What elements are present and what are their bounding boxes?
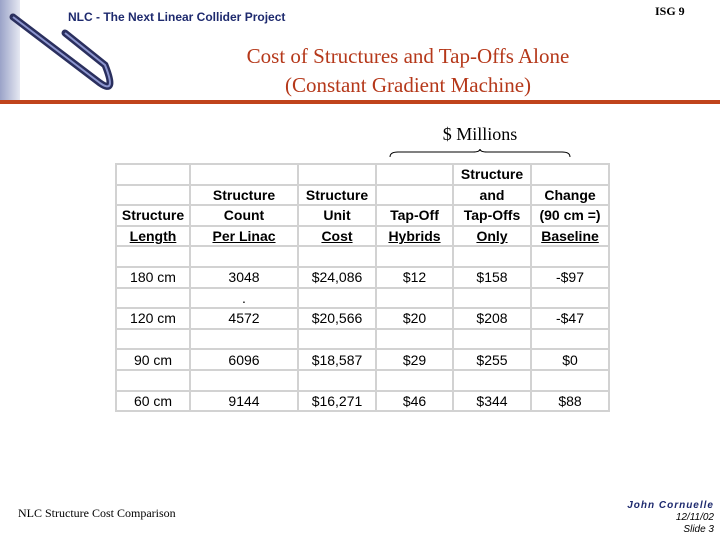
table-cell [531,246,609,267]
header-divider [0,100,720,104]
table-cell: Cost [298,226,376,247]
table-cell: Hybrids [376,226,453,247]
table-cell [298,288,376,309]
table-cell [531,164,609,185]
table-cell: 6096 [190,349,298,370]
table-cell: 3048 [190,267,298,288]
table-cell [531,370,609,391]
table-cell: $344 [453,391,531,412]
table-cell: $208 [453,308,531,329]
header-row [116,226,609,247]
table-cell: Per Linac [190,226,298,247]
table-row [116,288,609,309]
slide-title [150,42,666,100]
table-cell: and [453,185,531,206]
table-cell: (90 cm =) [531,205,609,226]
header-row [116,185,609,206]
table-cell [376,246,453,267]
table-cell [298,329,376,350]
title-line-1: Cost of Structures and Tap-Offs Alone [246,44,570,68]
table-cell: $255 [453,349,531,370]
table-cell: $46 [376,391,453,412]
date: 12/11/02 [675,512,714,523]
table-cell: $88 [531,391,609,412]
table-cell [116,185,190,206]
footer-title: NLC Structure Cost Comparison [18,506,176,520]
table-cell [298,246,376,267]
table-cell: Tap-Offs [453,205,531,226]
table-cell: Structure [298,185,376,206]
header-row [116,164,609,185]
table-cell [453,246,531,267]
table-cell: 4572 [190,308,298,329]
table-cell [116,329,190,350]
table-cell [116,164,190,185]
table-cell: $24,086 [298,267,376,288]
table-cell: 120 cm [116,308,190,329]
table-row [116,370,609,391]
table-cell [376,288,453,309]
table-cell: $12 [376,267,453,288]
author-block [627,500,714,536]
table-cell [116,370,190,391]
table-row [116,308,609,329]
table-cell [190,329,298,350]
table-cell [298,370,376,391]
table-row [116,391,609,412]
table-cell: Baseline [531,226,609,247]
author-name: John Cornuelle [627,500,714,511]
table-cell [116,288,190,309]
project-name: NLC - The Next Linear Collider Project [68,10,286,24]
table-row [116,329,609,350]
table-cell: Structure [116,205,190,226]
table-cell [376,370,453,391]
units-label: $ Millions [442,124,518,144]
table-cell [531,288,609,309]
table-cell: Only [453,226,531,247]
table-cell: $20 [376,308,453,329]
table-cell [298,164,376,185]
table-cell: $18,587 [298,349,376,370]
table-cell: 180 cm [116,267,190,288]
table-cell [190,246,298,267]
table-row [116,267,609,288]
title-line-2: (Constant Gradient Machine) [284,73,532,97]
slide-number: Slide 3 [683,524,714,535]
table-cell: Tap-Off [376,205,453,226]
table-cell [190,164,298,185]
slide-tag: ISG 9 [655,4,685,18]
table-cell: -$97 [531,267,609,288]
table-cell: Count [190,205,298,226]
brace-icon [388,148,573,160]
table-cell: Structure [453,164,531,185]
table-cell [453,288,531,309]
table-cell: 90 cm [116,349,190,370]
table-cell [453,370,531,391]
table-cell [116,246,190,267]
table-cell: Length [116,226,190,247]
table-cell: $20,566 [298,308,376,329]
table-cell: $0 [531,349,609,370]
table-row [116,246,609,267]
table-cell: -$47 [531,308,609,329]
table-cell: Change [531,185,609,206]
table-cell: $16,271 [298,391,376,412]
table-cell [453,329,531,350]
table-cell [190,370,298,391]
table-cell: $158 [453,267,531,288]
table-cell [376,164,453,185]
table-cell: Unit [298,205,376,226]
header-row [116,205,609,226]
table-cell: . [190,288,298,309]
table-cell: $29 [376,349,453,370]
table-cell [531,329,609,350]
table-row [116,349,609,370]
table-cell [376,329,453,350]
table-cell [376,185,453,206]
table-cell: 60 cm [116,391,190,412]
table-cell: Structure [190,185,298,206]
cost-table [115,163,610,412]
table-cell: 9144 [190,391,298,412]
